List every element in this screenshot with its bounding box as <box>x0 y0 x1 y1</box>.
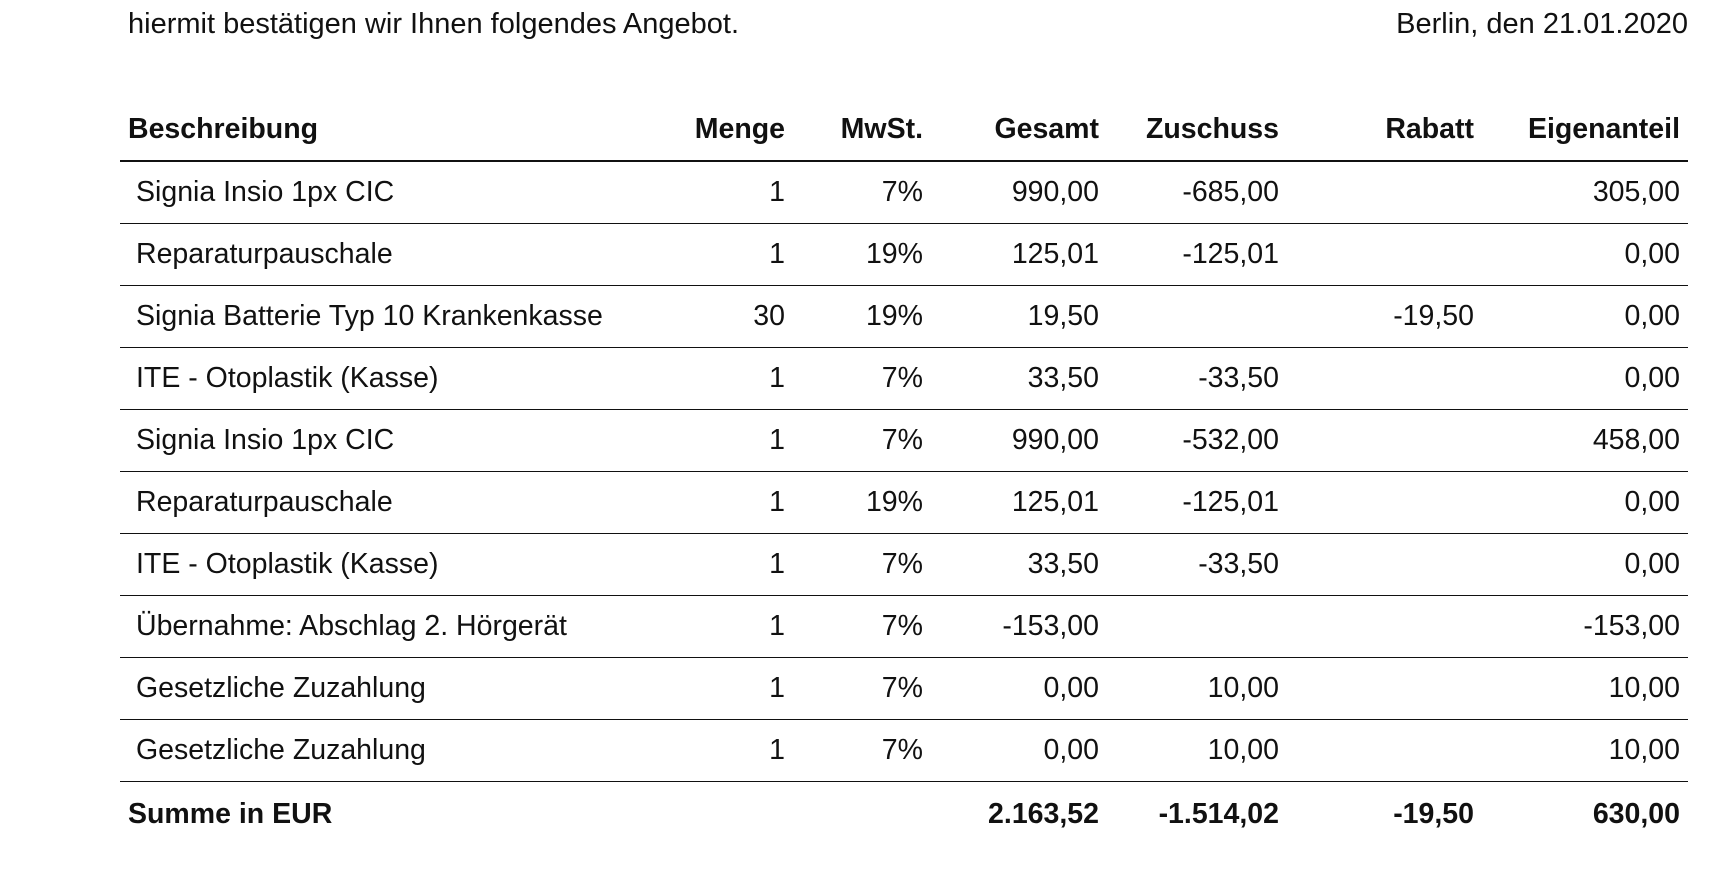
cell-gesamt: 0,00 <box>931 720 1107 782</box>
cell-eigenanteil: 0,00 <box>1482 224 1688 286</box>
cell-mwst: 7% <box>793 534 931 596</box>
table-row <box>120 596 1688 658</box>
cell-gesamt: -153,00 <box>931 596 1107 658</box>
cell-gesamt: 990,00 <box>931 410 1107 472</box>
header-mwst: MwSt. <box>793 98 931 161</box>
table-footer <box>120 782 1688 847</box>
cell-menge: 1 <box>660 534 793 596</box>
cell-mwst: 7% <box>793 410 931 472</box>
cell-beschreibung: Signia Batterie Typ 10 Krankenkasse <box>120 286 660 348</box>
cell-eigenanteil: 0,00 <box>1482 472 1688 534</box>
cell-eigenanteil: 0,00 <box>1482 286 1688 348</box>
total-mwst <box>793 782 931 847</box>
cell-zuschuss <box>1107 286 1287 348</box>
header-menge: Menge <box>660 98 793 161</box>
table-row <box>120 224 1688 286</box>
cell-rabatt <box>1287 720 1482 782</box>
cell-beschreibung: Gesetzliche Zuzahlung <box>120 658 660 720</box>
cell-zuschuss: -33,50 <box>1107 534 1287 596</box>
table-row <box>120 658 1688 720</box>
cell-eigenanteil: 0,00 <box>1482 534 1688 596</box>
cell-gesamt: 125,01 <box>931 472 1107 534</box>
table-row <box>120 472 1688 534</box>
offer-table <box>120 98 1688 846</box>
cell-mwst: 7% <box>793 720 931 782</box>
place-date: Berlin, den 21.01.2020 <box>1396 8 1688 40</box>
total-menge <box>660 782 793 847</box>
cell-rabatt <box>1287 410 1482 472</box>
cell-beschreibung: Signia Insio 1px CIC <box>120 161 660 224</box>
cell-menge: 1 <box>660 596 793 658</box>
cell-menge: 1 <box>660 472 793 534</box>
cell-zuschuss: 10,00 <box>1107 720 1287 782</box>
cell-mwst: 7% <box>793 658 931 720</box>
intro-text: hiermit bestätigen wir Ihnen folgendes Angebot. <box>128 8 740 40</box>
cell-beschreibung: Übernahme: Abschlag 2. Hörgerät <box>120 596 660 658</box>
cell-zuschuss <box>1107 596 1287 658</box>
cell-gesamt: 125,01 <box>931 224 1107 286</box>
cell-rabatt <box>1287 534 1482 596</box>
cell-eigenanteil: 10,00 <box>1482 658 1688 720</box>
cell-mwst: 19% <box>793 224 931 286</box>
cell-mwst: 7% <box>793 596 931 658</box>
cell-eigenanteil: 10,00 <box>1482 720 1688 782</box>
cell-zuschuss: 10,00 <box>1107 658 1287 720</box>
cell-eigenanteil: 305,00 <box>1482 161 1688 224</box>
total-rabatt: -19,50 <box>1393 797 1474 830</box>
header-rabatt: Rabatt <box>1287 98 1482 161</box>
cell-rabatt <box>1287 161 1482 224</box>
cell-menge: 1 <box>660 720 793 782</box>
cell-menge: 1 <box>660 161 793 224</box>
cell-zuschuss: -685,00 <box>1107 161 1287 224</box>
cell-beschreibung: ITE - Otoplastik (Kasse) <box>120 534 660 596</box>
table-row <box>120 720 1688 782</box>
total-eigenanteil: 630,00 <box>1592 797 1680 830</box>
cell-zuschuss: -532,00 <box>1107 410 1287 472</box>
table-row <box>120 534 1688 596</box>
cell-gesamt: 990,00 <box>931 161 1107 224</box>
cell-eigenanteil: 458,00 <box>1482 410 1688 472</box>
cell-rabatt: -19,50 <box>1287 286 1482 348</box>
cell-gesamt: 0,00 <box>931 658 1107 720</box>
cell-zuschuss: -33,50 <box>1107 348 1287 410</box>
cell-menge: 1 <box>660 410 793 472</box>
total-gesamt: 2.163,52 <box>988 797 1099 830</box>
cell-beschreibung: Reparaturpauschale <box>120 224 660 286</box>
cell-mwst: 7% <box>793 161 931 224</box>
header-eigenanteil: Eigenanteil <box>1482 98 1688 161</box>
table-row <box>120 348 1688 410</box>
cell-gesamt: 33,50 <box>931 534 1107 596</box>
cell-mwst: 19% <box>793 472 931 534</box>
header-zuschuss: Zuschuss <box>1107 98 1287 161</box>
header-row <box>120 98 1688 161</box>
cell-rabatt <box>1287 658 1482 720</box>
cell-menge: 1 <box>660 224 793 286</box>
table-body <box>120 161 1688 782</box>
cell-menge: 1 <box>660 658 793 720</box>
cell-mwst: 7% <box>793 348 931 410</box>
header-gesamt: Gesamt <box>931 98 1107 161</box>
cell-rabatt <box>1287 472 1482 534</box>
cell-rabatt <box>1287 596 1482 658</box>
cell-beschreibung: Gesetzliche Zuzahlung <box>120 720 660 782</box>
table-header <box>120 98 1688 161</box>
cell-eigenanteil: -153,00 <box>1482 596 1688 658</box>
cell-menge: 30 <box>660 286 793 348</box>
table-row <box>120 161 1688 224</box>
cell-gesamt: 33,50 <box>931 348 1107 410</box>
cell-menge: 1 <box>660 348 793 410</box>
cell-beschreibung: Signia Insio 1px CIC <box>120 410 660 472</box>
total-label: Summe in EUR <box>128 797 333 830</box>
table-row <box>120 410 1688 472</box>
cell-beschreibung: Reparaturpauschale <box>120 472 660 534</box>
cell-zuschuss: -125,01 <box>1107 224 1287 286</box>
cell-rabatt <box>1287 348 1482 410</box>
cell-beschreibung: ITE - Otoplastik (Kasse) <box>120 348 660 410</box>
cell-eigenanteil: 0,00 <box>1482 348 1688 410</box>
cell-rabatt <box>1287 224 1482 286</box>
table-row <box>120 286 1688 348</box>
cell-gesamt: 19,50 <box>931 286 1107 348</box>
cell-zuschuss: -125,01 <box>1107 472 1287 534</box>
total-zuschuss: -1.514,02 <box>1158 797 1279 830</box>
cell-mwst: 19% <box>793 286 931 348</box>
total-row <box>120 782 1688 847</box>
header-beschreibung: Beschreibung <box>120 98 660 161</box>
